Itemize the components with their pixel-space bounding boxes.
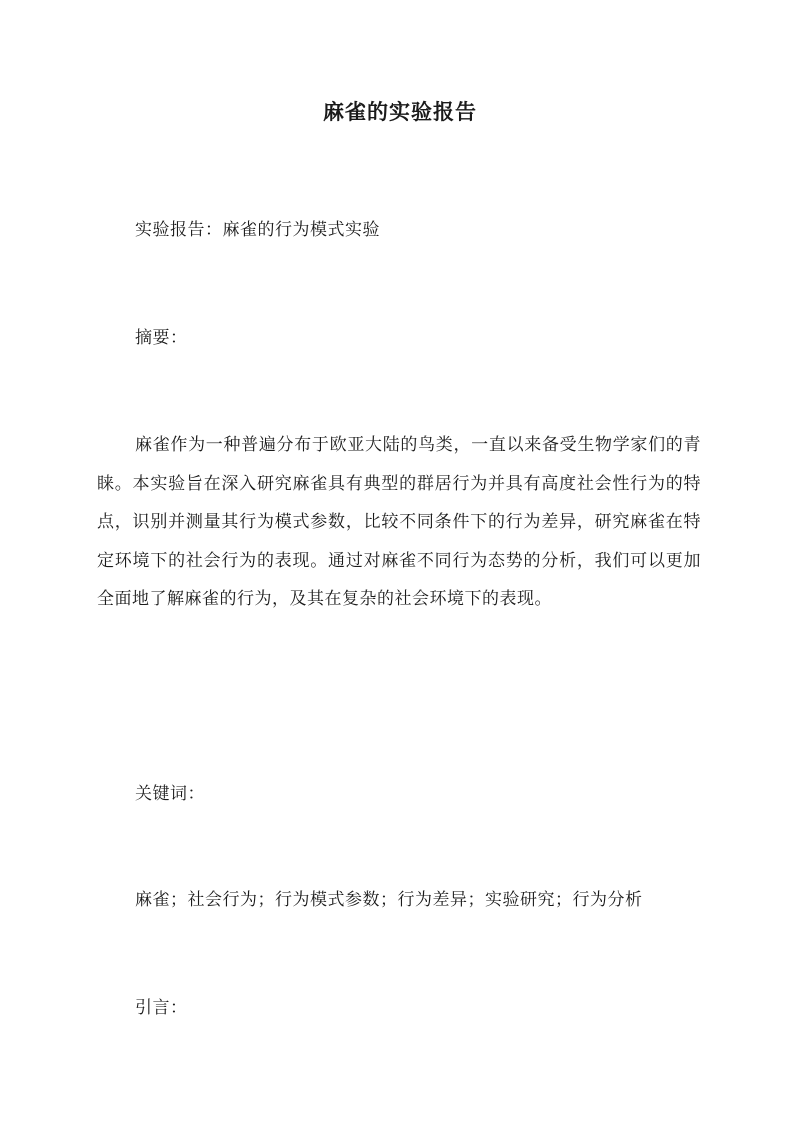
keywords-list: 麻雀；社会行为；行为模式参数；行为差异；实验研究；行为分析 bbox=[135, 890, 643, 910]
keywords-heading: 关键词： bbox=[135, 784, 205, 804]
report-subtitle: 实验报告：麻雀的行为模式实验 bbox=[135, 220, 380, 240]
abstract-paragraph: 麻雀作为一种普遍分布于欧亚大陆的鸟类，一直以来备受生物学家们的青睐。本实验旨在深入研究麻雀具有典型的群居行为并具有高度社会性行为的特点，识别并测量其行为模式参数，比较不同条件下的行为差异，研究麻雀在特定环境下的社会行为的表现。通过对麻雀不同行为态势的分析，我们可以更加全面地了解麻雀的行为，及其在复杂的社会环境下的表现。 bbox=[97, 435, 701, 610]
document-title: 麻雀的实验报告 bbox=[323, 99, 477, 124]
abstract-heading: 摘要： bbox=[135, 328, 188, 348]
introduction-heading: 引言： bbox=[135, 998, 188, 1018]
